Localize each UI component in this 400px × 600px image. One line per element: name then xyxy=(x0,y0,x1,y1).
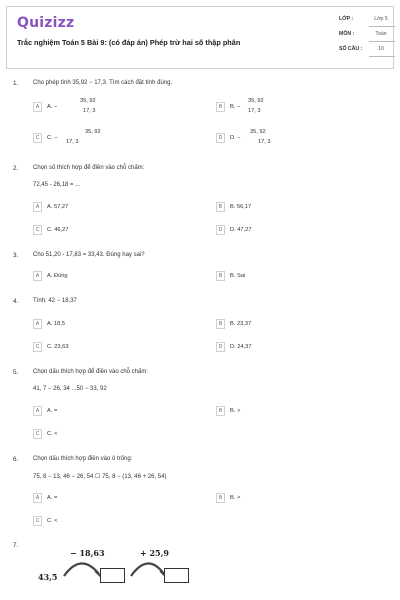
option-minuend: 35, 92 xyxy=(248,98,264,104)
q4-option-c[interactable] xyxy=(33,342,153,353)
option-label: B. 23,37 xyxy=(230,321,252,327)
option-subtrahend: 17, 3 xyxy=(258,139,271,145)
subject-label: MÔN : xyxy=(339,31,355,37)
q1-option-c[interactable] xyxy=(33,129,153,155)
worksheet-title: Trắc nghiệm Toán 5 Bài 9: (có đáp án) Phép trừ hai số thập phân xyxy=(17,38,241,47)
option-subtrahend: 17, 3 xyxy=(83,108,96,114)
option-letter-box: B xyxy=(216,271,225,281)
option-letter-box: B xyxy=(216,319,225,329)
option-label: C. 23,63 xyxy=(47,344,69,350)
option-letter-box: B xyxy=(216,102,225,112)
option-label: B. 56,17 xyxy=(230,204,252,210)
question-6-number: 6. xyxy=(13,456,19,463)
subject-value: Toán xyxy=(375,31,387,37)
question-3-number: 3. xyxy=(13,252,19,259)
q1-option-d[interactable] xyxy=(216,129,336,155)
q5-option-a[interactable] xyxy=(33,406,153,417)
q4-option-d[interactable] xyxy=(216,342,336,353)
q1-option-a[interactable] xyxy=(33,98,153,124)
option-label: C. < xyxy=(47,431,58,437)
option-letter-box: A xyxy=(33,202,42,212)
q5-option-b[interactable] xyxy=(216,406,336,417)
option-label: B. − xyxy=(230,104,241,110)
question-count-label: SỐ CÂU : xyxy=(339,46,363,52)
question-2-text: Chọn số thích hợp để điền vào chỗ chấm: xyxy=(33,165,145,171)
operation-2-label: + 25,9 xyxy=(140,548,169,558)
option-letter-box: D xyxy=(216,225,225,235)
question-7-number: 7. xyxy=(13,542,19,549)
question-count-underline xyxy=(369,56,395,57)
option-minuend: 35, 92 xyxy=(250,129,266,135)
arc-arrow-2 xyxy=(131,563,164,576)
option-label: A. 57,27 xyxy=(47,204,69,210)
option-label: D. 24,37 xyxy=(230,344,252,350)
option-letter-box: C xyxy=(33,342,42,352)
option-letter-box: B xyxy=(216,493,225,503)
question-1-text: Cho phép tính 35,92 − 17,3. Tìm cách đặt tính đúng. xyxy=(33,80,173,86)
class-field xyxy=(339,14,397,27)
subject-underline xyxy=(369,41,395,42)
option-letter-box: A xyxy=(33,271,42,281)
option-label: C. 46,27 xyxy=(47,227,69,233)
question-3-text: Cho 51,20 - 17,83 = 33,43. Đúng hay sai? xyxy=(33,252,145,258)
option-subtrahend: 17, 3 xyxy=(66,139,79,145)
class-value: Lớp 5 xyxy=(374,16,388,22)
option-letter-box: B xyxy=(216,406,225,416)
start-value: 43,5 xyxy=(38,572,58,582)
q2-option-a[interactable] xyxy=(33,202,153,213)
operation-1-label: − 18,63 xyxy=(70,548,105,558)
option-letter-box: C xyxy=(33,516,42,526)
question-6-text: Chọn dấu thích hợp điền vào ô trống: xyxy=(33,456,133,462)
option-letter-box: A xyxy=(33,319,42,329)
subject-field xyxy=(339,29,397,42)
question-5-number: 5. xyxy=(13,369,19,376)
option-letter-box: C xyxy=(33,225,42,235)
option-label: A. = xyxy=(47,408,58,414)
option-letter-box: A xyxy=(33,406,42,416)
worksheet-header xyxy=(6,6,394,69)
option-subtrahend: 17, 3 xyxy=(248,108,261,114)
question-1-number: 1. xyxy=(13,80,19,87)
class-underline xyxy=(369,26,395,27)
answer-box-2[interactable] xyxy=(164,568,189,583)
option-letter-box: C xyxy=(33,429,42,439)
quizizz-logo: Quizizz xyxy=(17,15,75,31)
option-label: C. < xyxy=(47,518,58,524)
q1-option-b[interactable] xyxy=(216,98,336,124)
question-count-field xyxy=(339,44,397,57)
q6-option-a[interactable] xyxy=(33,493,153,504)
q5-option-c[interactable] xyxy=(33,429,153,440)
question-2-expression: 72,45 - 26,18 = ... xyxy=(33,182,81,188)
option-letter-box: A xyxy=(33,493,42,503)
option-letter-box: A xyxy=(33,102,42,112)
q3-option-b[interactable] xyxy=(216,271,336,282)
q2-option-b[interactable] xyxy=(216,202,336,213)
option-label: B. > xyxy=(230,408,241,414)
option-label: D. − xyxy=(230,135,241,141)
option-label: A. Đúng xyxy=(47,273,68,279)
q4-option-b[interactable] xyxy=(216,319,336,330)
question-5-text: Chọn dấu thích hợp để điền vào chỗ chấm: xyxy=(33,369,149,375)
class-label: LỚP : xyxy=(339,16,354,22)
option-letter-box: D xyxy=(216,342,225,352)
q7-arrow-diagram xyxy=(36,546,206,594)
arc-arrow-1 xyxy=(64,563,99,576)
option-letter-box: B xyxy=(216,202,225,212)
q6-option-c[interactable] xyxy=(33,516,153,527)
q2-option-d[interactable] xyxy=(216,225,336,236)
option-label: D. 47,27 xyxy=(230,227,252,233)
q6-option-b[interactable] xyxy=(216,493,336,504)
question-4-number: 4. xyxy=(13,298,19,305)
q3-option-a[interactable] xyxy=(33,271,153,282)
option-label: A. = xyxy=(47,495,58,501)
option-label: C. − xyxy=(47,135,58,141)
question-count-value: 10 xyxy=(378,46,384,52)
option-letter-box: C xyxy=(33,133,42,143)
question-2-number: 2. xyxy=(13,165,19,172)
question-4-text: Tính: 42 − 18,37 xyxy=(33,298,77,304)
option-minuend: 35, 92 xyxy=(80,98,96,104)
option-label: A. − xyxy=(47,104,58,110)
q2-option-c[interactable] xyxy=(33,225,153,236)
question-5-expression: 41, 7 − 26, 34 ...50 − 33, 92 xyxy=(33,386,107,392)
q4-option-a[interactable] xyxy=(33,319,153,330)
option-minuend: 35, 92 xyxy=(85,129,101,135)
option-letter-box: D xyxy=(216,133,225,143)
option-label: B. > xyxy=(230,495,241,501)
answer-box-1[interactable] xyxy=(100,568,125,583)
option-label: A. 18,5 xyxy=(47,321,66,327)
option-label: B. Sai xyxy=(230,273,246,279)
question-6-expression: 75, 8 − 13, 46 − 26, 54 ☐ 75, 8 − (13, 46 + 26, 54) xyxy=(33,474,167,480)
